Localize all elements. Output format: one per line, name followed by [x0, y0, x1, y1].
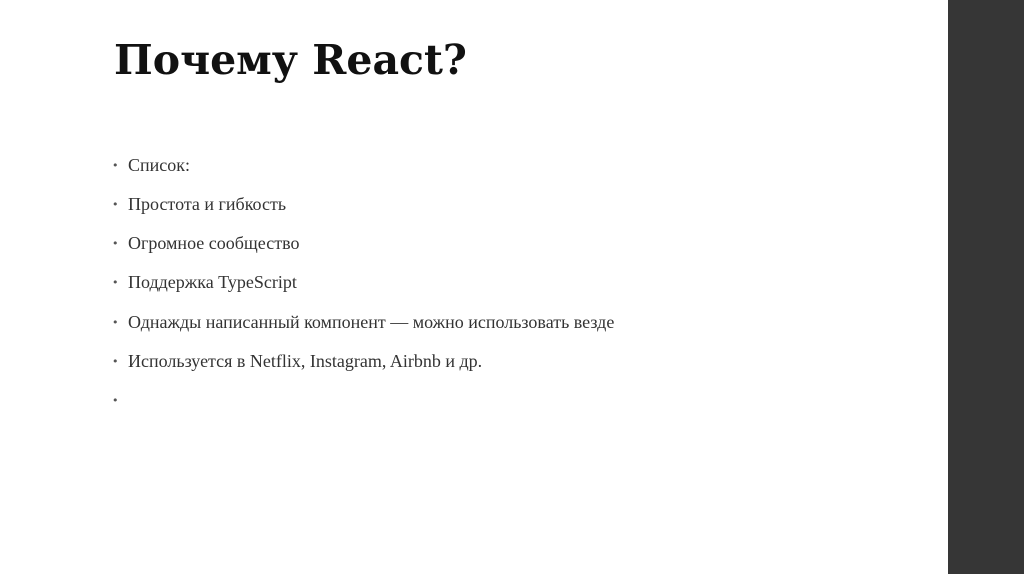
bullet-icon: •: [112, 394, 119, 408]
list-item: [112, 270, 932, 296]
bullet-text: Список:: [128, 154, 191, 175]
bullet-text: Простота и гибкость: [128, 193, 287, 214]
bullet-text: Поддержка TypeScript: [128, 272, 297, 293]
list-item: [112, 388, 932, 414]
bullet-icon: •: [112, 276, 119, 290]
list-item: [112, 231, 932, 257]
list-item: [112, 348, 932, 374]
bullet-icon: •: [112, 158, 119, 172]
bullet-text: Однажды написанный компонент — можно использовать везде: [128, 311, 615, 332]
bullet-list: [112, 152, 932, 427]
side-bar: [948, 0, 1024, 574]
bullet-icon: •: [112, 354, 119, 368]
bullet-text: Огромное сообщество: [128, 233, 300, 254]
bullet-icon: •: [112, 315, 119, 329]
list-item: [112, 309, 932, 335]
slide-title: Почему React?: [114, 36, 467, 84]
bullet-icon: •: [112, 237, 119, 251]
list-item: [112, 152, 932, 178]
bullet-text: Используется в Netflix, Instagram, Airbnb и др.: [128, 350, 483, 371]
bullet-icon: •: [112, 197, 119, 211]
list-item: [112, 191, 932, 217]
